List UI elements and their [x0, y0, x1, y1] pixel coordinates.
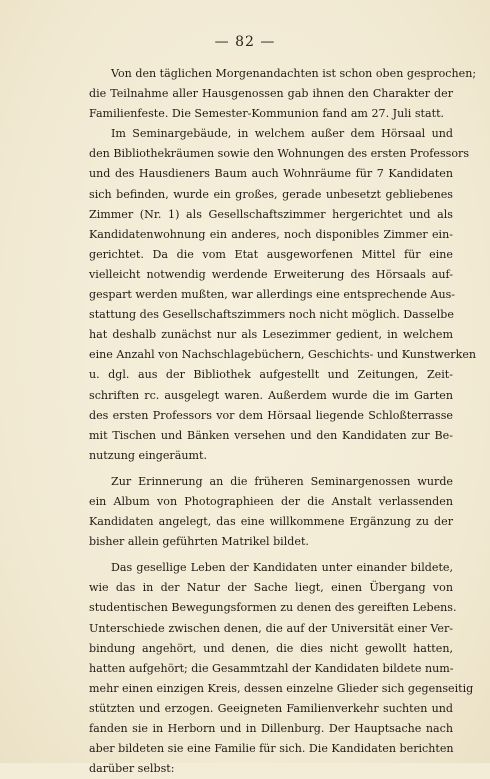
text-line: schriften rc. ausgelegt waren. Außerdem wurde die im Garten [89, 388, 453, 402]
text-line: bisher allein geführten Matrikel bildet. [89, 535, 309, 549]
text-line: mit Tischen und Bänken versehen und den Kandidaten zur Be- [89, 428, 453, 442]
text-line: nutzung eingeräumt. [89, 448, 208, 462]
text-line: Im Seminargebäude, in welchem außer dem Hörsaal und [111, 127, 453, 141]
text-line: Kandidaten angelegt, das eine willkommene Ergänzung zu der [89, 515, 453, 529]
text-line: ein Album von Photographieen der die Anstalt verlassenden [89, 494, 453, 508]
paragraph-3 [89, 472, 453, 552]
text-line: Das gesellige Leben der Kandidaten unter einander bildete, [111, 561, 453, 575]
text-line: Zimmer (Nr. 1) als Gesellschaftszimmer hergerichtet und als [89, 207, 453, 221]
text-line: Zur Erinnerung an die früheren Seminargenossen wurde [111, 474, 453, 488]
body-text [89, 64, 477, 779]
text-line: darüber selbst: [89, 762, 175, 776]
text-line: gespart werden mußten, war allerdings eine entsprechende Aus- [89, 288, 456, 302]
text-line: des ersten Professors vor dem Hörsaal liegende Schloßterrasse [89, 408, 453, 422]
text-line: und des Hausdieners Baum auch Wohnräume für 7 Kandidaten [89, 167, 453, 181]
text-line: hatten aufgehört; die Gesammtzahl der Kandidaten bildete num- [89, 661, 454, 675]
text-line: wie das in der Natur der Sache liegt, einen Übergang von [89, 581, 453, 595]
paragraph-2 [89, 124, 477, 466]
text-line: studentischen Bewegungsformen zu denen des gereiften Lebens. [89, 601, 457, 615]
text-line: Unterschiede zwischen denen, die auf der Universität einer Ver- [89, 621, 453, 635]
text-line: u. dgl. aus der Bibliothek aufgestellt und Zeitungen, Zeit- [89, 368, 453, 382]
paragraph-1 [89, 64, 477, 124]
text-line: stattung des Gesellschaftszimmers noch nicht möglich. Dasselbe [89, 308, 454, 322]
text-line: Familienfeste. Die Semester-Kommunion fand am 27. Juli statt. [89, 107, 445, 121]
text-line: stützten und erzogen. Geeigneten Familienverkehr suchten und [89, 701, 453, 715]
paragraph-4 [89, 558, 474, 779]
text-line: eine Anzahl von Nachschlagebüchern, Geschichts- und Kunstwerken [89, 348, 477, 362]
text-line: vielleicht notwendig werdende Erweiterung des Hörsaals auf- [89, 267, 453, 281]
text-line: hat deshalb zunächst nur als Lesezimmer gedient, in welchem [89, 328, 453, 342]
text-line: mehr einen einzigen Kreis, dessen einzelne Glieder sich gegenseitig [89, 681, 474, 695]
text-line: aber bildeten sie eine Familie für sich. Die Kandidaten berichten [89, 742, 454, 756]
page-number: — 82 — [214, 34, 276, 50]
text-line: Von den täglichen Morgenandachten ist schon oben gesprochen; [111, 67, 477, 80]
text-line: Kandidatenwohnung ein anderes, noch disponibles Zimmer ein- [89, 227, 453, 241]
text-line: bindung angehört, und denen, die dies nicht gewollt hatten, [89, 641, 453, 655]
text-line: gerichtet. Da die vom Etat ausgeworfenen Mittel für eine [89, 247, 453, 261]
text-line: fanden sie in Herborn und in Dillenburg. Der Hauptsache nach [89, 722, 453, 735]
text-line: sich befinden, wurde ein großes, gerade unbesetzt gebliebenes [89, 187, 453, 201]
text-line: die Teilnahme aller Hausgenossen gab ihnen den Charakter der [89, 87, 453, 101]
text-line: den Bibliothekräumen sowie den Wohnungen des ersten Professors [89, 147, 470, 161]
